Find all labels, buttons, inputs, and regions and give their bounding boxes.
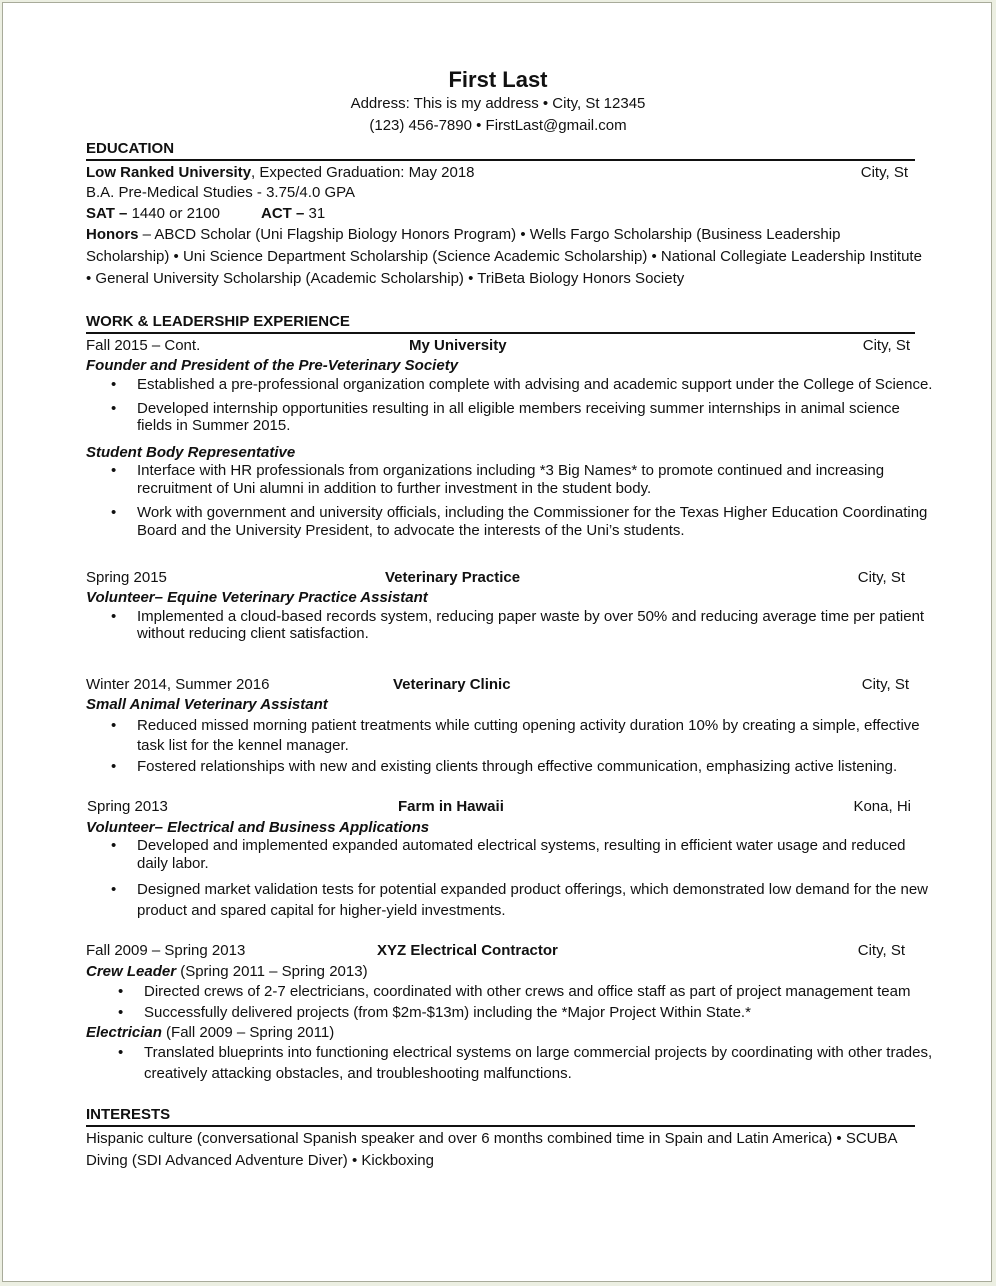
address-line: Address: This is my address • City, St 12345	[350, 95, 646, 112]
job5-org: XYZ Electrical Contractor	[377, 942, 558, 959]
job1-bullet2-line2: fields in Summer 2015.	[137, 417, 291, 434]
job3-org: Veterinary Clinic	[393, 676, 511, 693]
honors-text-1: – ABCD Scholar (Uni Flagship Biology Honors Program) • Wells Fargo Scholarship (Business Leadership	[138, 226, 841, 243]
job5-bullet2: Successfully delivered projects (from $2m-$13m) including the *Major Project Within State.*	[144, 1004, 751, 1021]
act-score	[261, 205, 325, 223]
job3-bullet1-line2: task list for the kennel manager.	[137, 737, 349, 754]
job2-date: Spring 2015	[86, 569, 167, 586]
bullet-icon: •	[111, 504, 117, 521]
honors-line-2: Scholarship) • Uni Science Department Scholarship (Science Academic Scholarship) • National Collegiate Leadership Institute	[86, 248, 922, 265]
job1-role1: Founder and President of the Pre-Veterinary Society	[86, 357, 459, 374]
job2-location: City, St	[857, 569, 905, 586]
job5-bullet3-line1: Translated blueprints into functioning electrical systems on large commercial projects by coordinating with other trades,	[144, 1044, 933, 1061]
contact-line: (123) 456-7890 • FirstLast@gmail.com	[369, 117, 627, 134]
bullet-icon: •	[111, 717, 117, 734]
act-label: ACT –	[261, 205, 305, 222]
bullet-icon: •	[111, 837, 117, 854]
work-heading: WORK & LEADERSHIP EXPERIENCE	[86, 313, 350, 330]
job5-role1: Crew Leader	[86, 963, 177, 980]
education-location: City, St	[860, 164, 908, 181]
job1-bullet1: Established a pre-professional organization complete with advising and academic support under the College of Science.	[137, 376, 933, 393]
education-school-line	[86, 164, 475, 182]
sat-value: 1440 or 2100	[127, 205, 220, 222]
bullet-icon: •	[111, 376, 117, 393]
job5-role1-dates: (Spring 2011 – Spring 2013)	[176, 963, 368, 980]
job3-date: Winter 2014, Summer 2016	[86, 676, 270, 693]
job1-org: My University	[409, 337, 507, 354]
resume-name: First Last	[448, 67, 548, 92]
job3-bullet1-line1: Reduced missed morning patient treatments while cutting opening activity duration 10% by creating a simple, effective	[137, 717, 920, 734]
sat-label: SAT –	[86, 205, 128, 222]
bullet-icon: •	[118, 1004, 124, 1021]
job5-role2-line	[86, 1024, 334, 1042]
job4-bullet1-line2: daily labor.	[137, 855, 209, 872]
job4-date: Spring 2013	[87, 798, 168, 815]
bullet-icon: •	[111, 400, 117, 417]
bullet-icon: •	[118, 1044, 124, 1061]
job5-role2: Electrician	[86, 1024, 162, 1041]
act-value: 31	[304, 205, 326, 222]
degree-line: B.A. Pre-Medical Studies - 3.75/4.0 GPA	[86, 184, 356, 201]
job4-role: Volunteer– Electrical and Business Applications	[86, 819, 430, 836]
interests-divider	[86, 1125, 915, 1127]
graduation-date: , Expected Graduation: May 2018	[251, 164, 475, 181]
job1-bullet3-line1: Interface with HR professionals from organizations including *3 Big Names* to promote continued and increasing	[137, 462, 885, 479]
job2-bullet1-line2: without reducing client satisfaction.	[137, 625, 369, 642]
work-divider	[86, 332, 915, 334]
job5-bullet1: Directed crews of 2-7 electricians, coordinated with other crews and office staff as part of project management team	[144, 983, 911, 1000]
job1-bullet4-line2: Board and the University President, to advocate the interests of the Uni’s students.	[137, 522, 685, 539]
job1-bullet2-line1: Developed internship opportunities resulting in all eligible members receiving summer internships in animal science	[137, 400, 900, 417]
school-name: Low Ranked University	[86, 164, 252, 181]
interests-heading: INTERESTS	[86, 1106, 171, 1123]
bullet-icon: •	[111, 608, 117, 625]
job3-role: Small Animal Veterinary Assistant	[86, 696, 328, 713]
job2-org: Veterinary Practice	[385, 569, 521, 586]
bullet-icon: •	[118, 983, 124, 1000]
job5-date: Fall 2009 – Spring 2013	[86, 942, 246, 959]
job4-bullet2-line1: Designed market validation tests for potential expanded product offerings, which demonstrated low demand for the new	[137, 881, 929, 898]
job1-bullet4-line1: Work with government and university officials, including the Commissioner for the Texas Higher Education Coordinating	[137, 504, 928, 521]
job5-role2-dates: (Fall 2009 – Spring 2011)	[161, 1024, 335, 1041]
honors-line-1	[86, 226, 840, 244]
job5-location: City, St	[857, 942, 905, 959]
interests-line-1: Hispanic culture (conversational Spanish speaker and over 6 months combined time in Spain and Latin America) • SCUBA	[86, 1130, 898, 1147]
bullet-icon: •	[111, 758, 117, 775]
honors-line-3: • General University Scholarship (Academic Scholarship) • TriBeta Biology Honors Society	[86, 270, 685, 287]
job1-date: Fall 2015 – Cont.	[86, 337, 201, 354]
job4-location: Kona, Hi	[853, 798, 911, 815]
job5-bullet3-line2: creatively attacking obstacles, and troubleshooting malfunctions.	[144, 1065, 572, 1082]
job4-bullet2-line2: product and spared capital for higher-yield investments.	[137, 902, 506, 919]
bullet-icon: •	[111, 881, 117, 898]
bullet-icon: •	[111, 462, 117, 479]
education-divider	[86, 159, 915, 161]
interests-line-2: Diving (SDI Advanced Adventure Diver) • Kickboxing	[86, 1152, 434, 1169]
job1-role2: Student Body Representative	[86, 444, 296, 461]
job4-org: Farm in Hawaii	[398, 798, 504, 815]
sat-score	[86, 205, 220, 223]
resume-page	[2, 2, 992, 1282]
job1-bullet3-line2: recruitment of Uni alumni in addition to further investment in the student body.	[137, 480, 652, 497]
job4-bullet1-line1: Developed and implemented expanded automated electrical systems, resulting in efficient water usage and reduced	[137, 837, 906, 854]
honors-label: Honors	[86, 226, 139, 243]
job2-role: Volunteer– Equine Veterinary Practice Assistant	[86, 589, 428, 606]
job1-location: City, St	[862, 337, 910, 354]
job2-bullet1-line1: Implemented a cloud-based records system, reducing paper waste by over 50% and reducing average time per patient	[137, 608, 925, 625]
education-heading: EDUCATION	[86, 140, 175, 157]
job3-location: City, St	[861, 676, 909, 693]
job3-bullet2: Fostered relationships with new and existing clients through effective communication, emphasizing active listening.	[137, 758, 898, 775]
job5-role1-line	[86, 963, 368, 981]
